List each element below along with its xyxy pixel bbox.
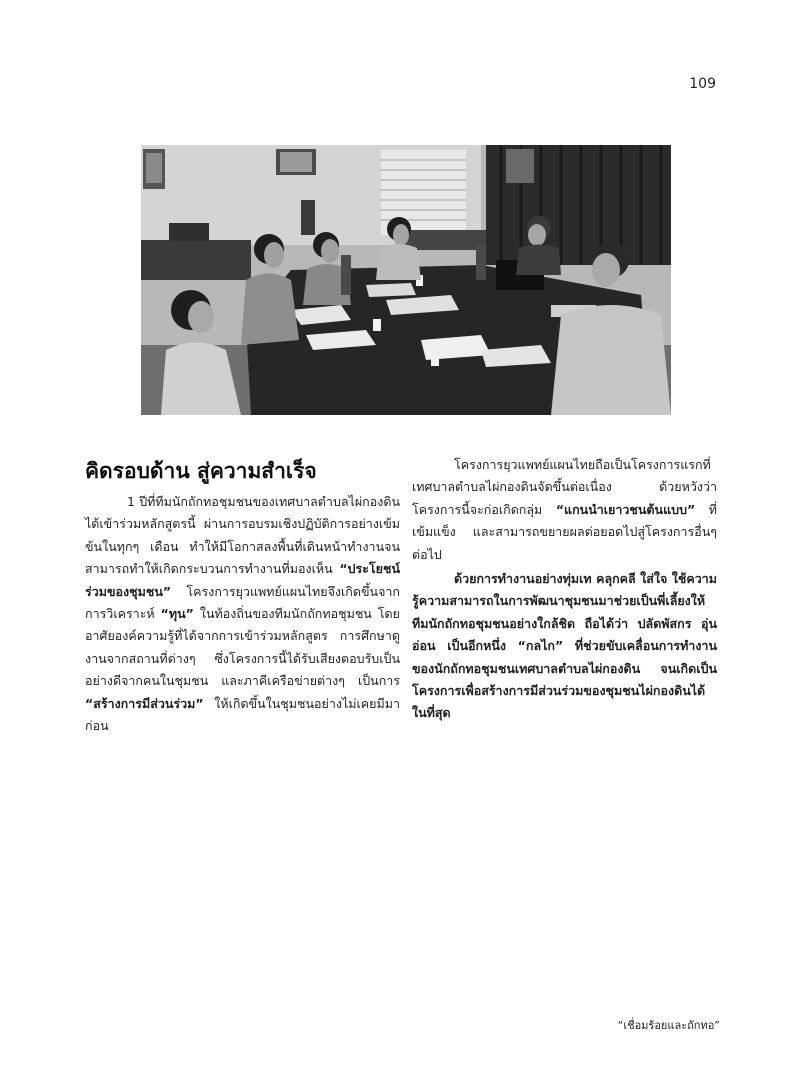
left-bold-benefit: “ประโยชน์ร่วมของชุมชน” [85,561,400,599]
left-bold-capital: “ทุน” [160,606,194,622]
right-text-c: ที่เข้มแข็ง และสามารถขยายผลต่อยอดไปสู่โครงการอื่นๆ ต่อไป [412,501,717,562]
left-text-e: ในท้องถิ่นของทีมนักถักทอชุมชน โดยอาศัยองค์ความรู้ที่ได้จากการเข้าร่วมหลักสูตร การศึกษาดูงานจากสถานที่ต่างๆ ซึ่งโครงการนี้ได้รับเสียงตอบรับเป็นอย่างดีจากคนในชุมชน และภาคีเครือข่ายต่างๆ เป็นการ [85,606,400,689]
left-text-g: ให้เกิดขึ้นในชุมชนอย่างไม่เคยมีมาก่อน [85,695,400,734]
right-paragraph-1 [412,454,717,566]
page-number: 109 [689,76,716,92]
meeting-photo [141,145,671,415]
right-bold-leaders: “แกนนำเยาวชนต้นแบบ” [555,501,696,517]
left-text-a: 1 ปีที่ทีมนักถักทอชุมชนของเทศบาลตำบลไผ่กองดินได้เข้าร่วมหลักสูตรนี้ ผ่านการอบรมเชิงปฏิบัติการอย่างเข้มข้นในทุกๆ เดือน ทำให้มีโอกาสลงพื้นที่เดินหน้าทำงานจนสามารถทำให้เกิดกระบวนการทำงานที่มองเห็น [85,494,400,577]
left-paragraph [85,491,400,737]
left-column [85,491,400,737]
right-text-a: โครงการยุวแพทย์แผนไทยถือเป็นโครงการแรกที่เทศบาลตำบลไผ่กองดินจัดขึ้นต่อเนื่อง ด้วยหวังว่าโครงการนี้จะก่อเกิดกลุ่ม [412,457,717,517]
left-text-c: โครงการยุวแพทย์แผนไทยจึงเกิดขึ้นจากการวิเคราะห์ [85,583,400,622]
left-bold-participation: “สร้างการมีส่วนร่วม” [85,695,204,711]
section-heading: คิดรอบด้าน สู่ความสำเร็จ [85,459,317,483]
right-column [412,454,717,725]
right-paragraph-2: ด้วยการทำงานอย่างทุ่มเท คลุกคลี ใส่ใจ ใช้ความรู้ความสามารถในการพัฒนาชุมชนมาช่วยเป็นพี่เลี้ยงให้ทีมนักถักทอชุมชนอย่างใกล้ชิด ถือได้ว่า ปลัดพัสกร อุ่นอ่อน เป็นอีกหนึ่ง “กลไก” ที่ช่วยขับเคลื่อนการทำงานของนักถักทอชุมชนเทศบาลตำบลไผ่กองดิน จนเกิดเป็นโครงการเพื่อสร้างการมีส่วนร่วมของชุมชนไผ่กองดินได้ในที่สุด [412,571,717,721]
footer-caption: “เชื่อมร้อยและถักทอ” [617,1019,720,1032]
